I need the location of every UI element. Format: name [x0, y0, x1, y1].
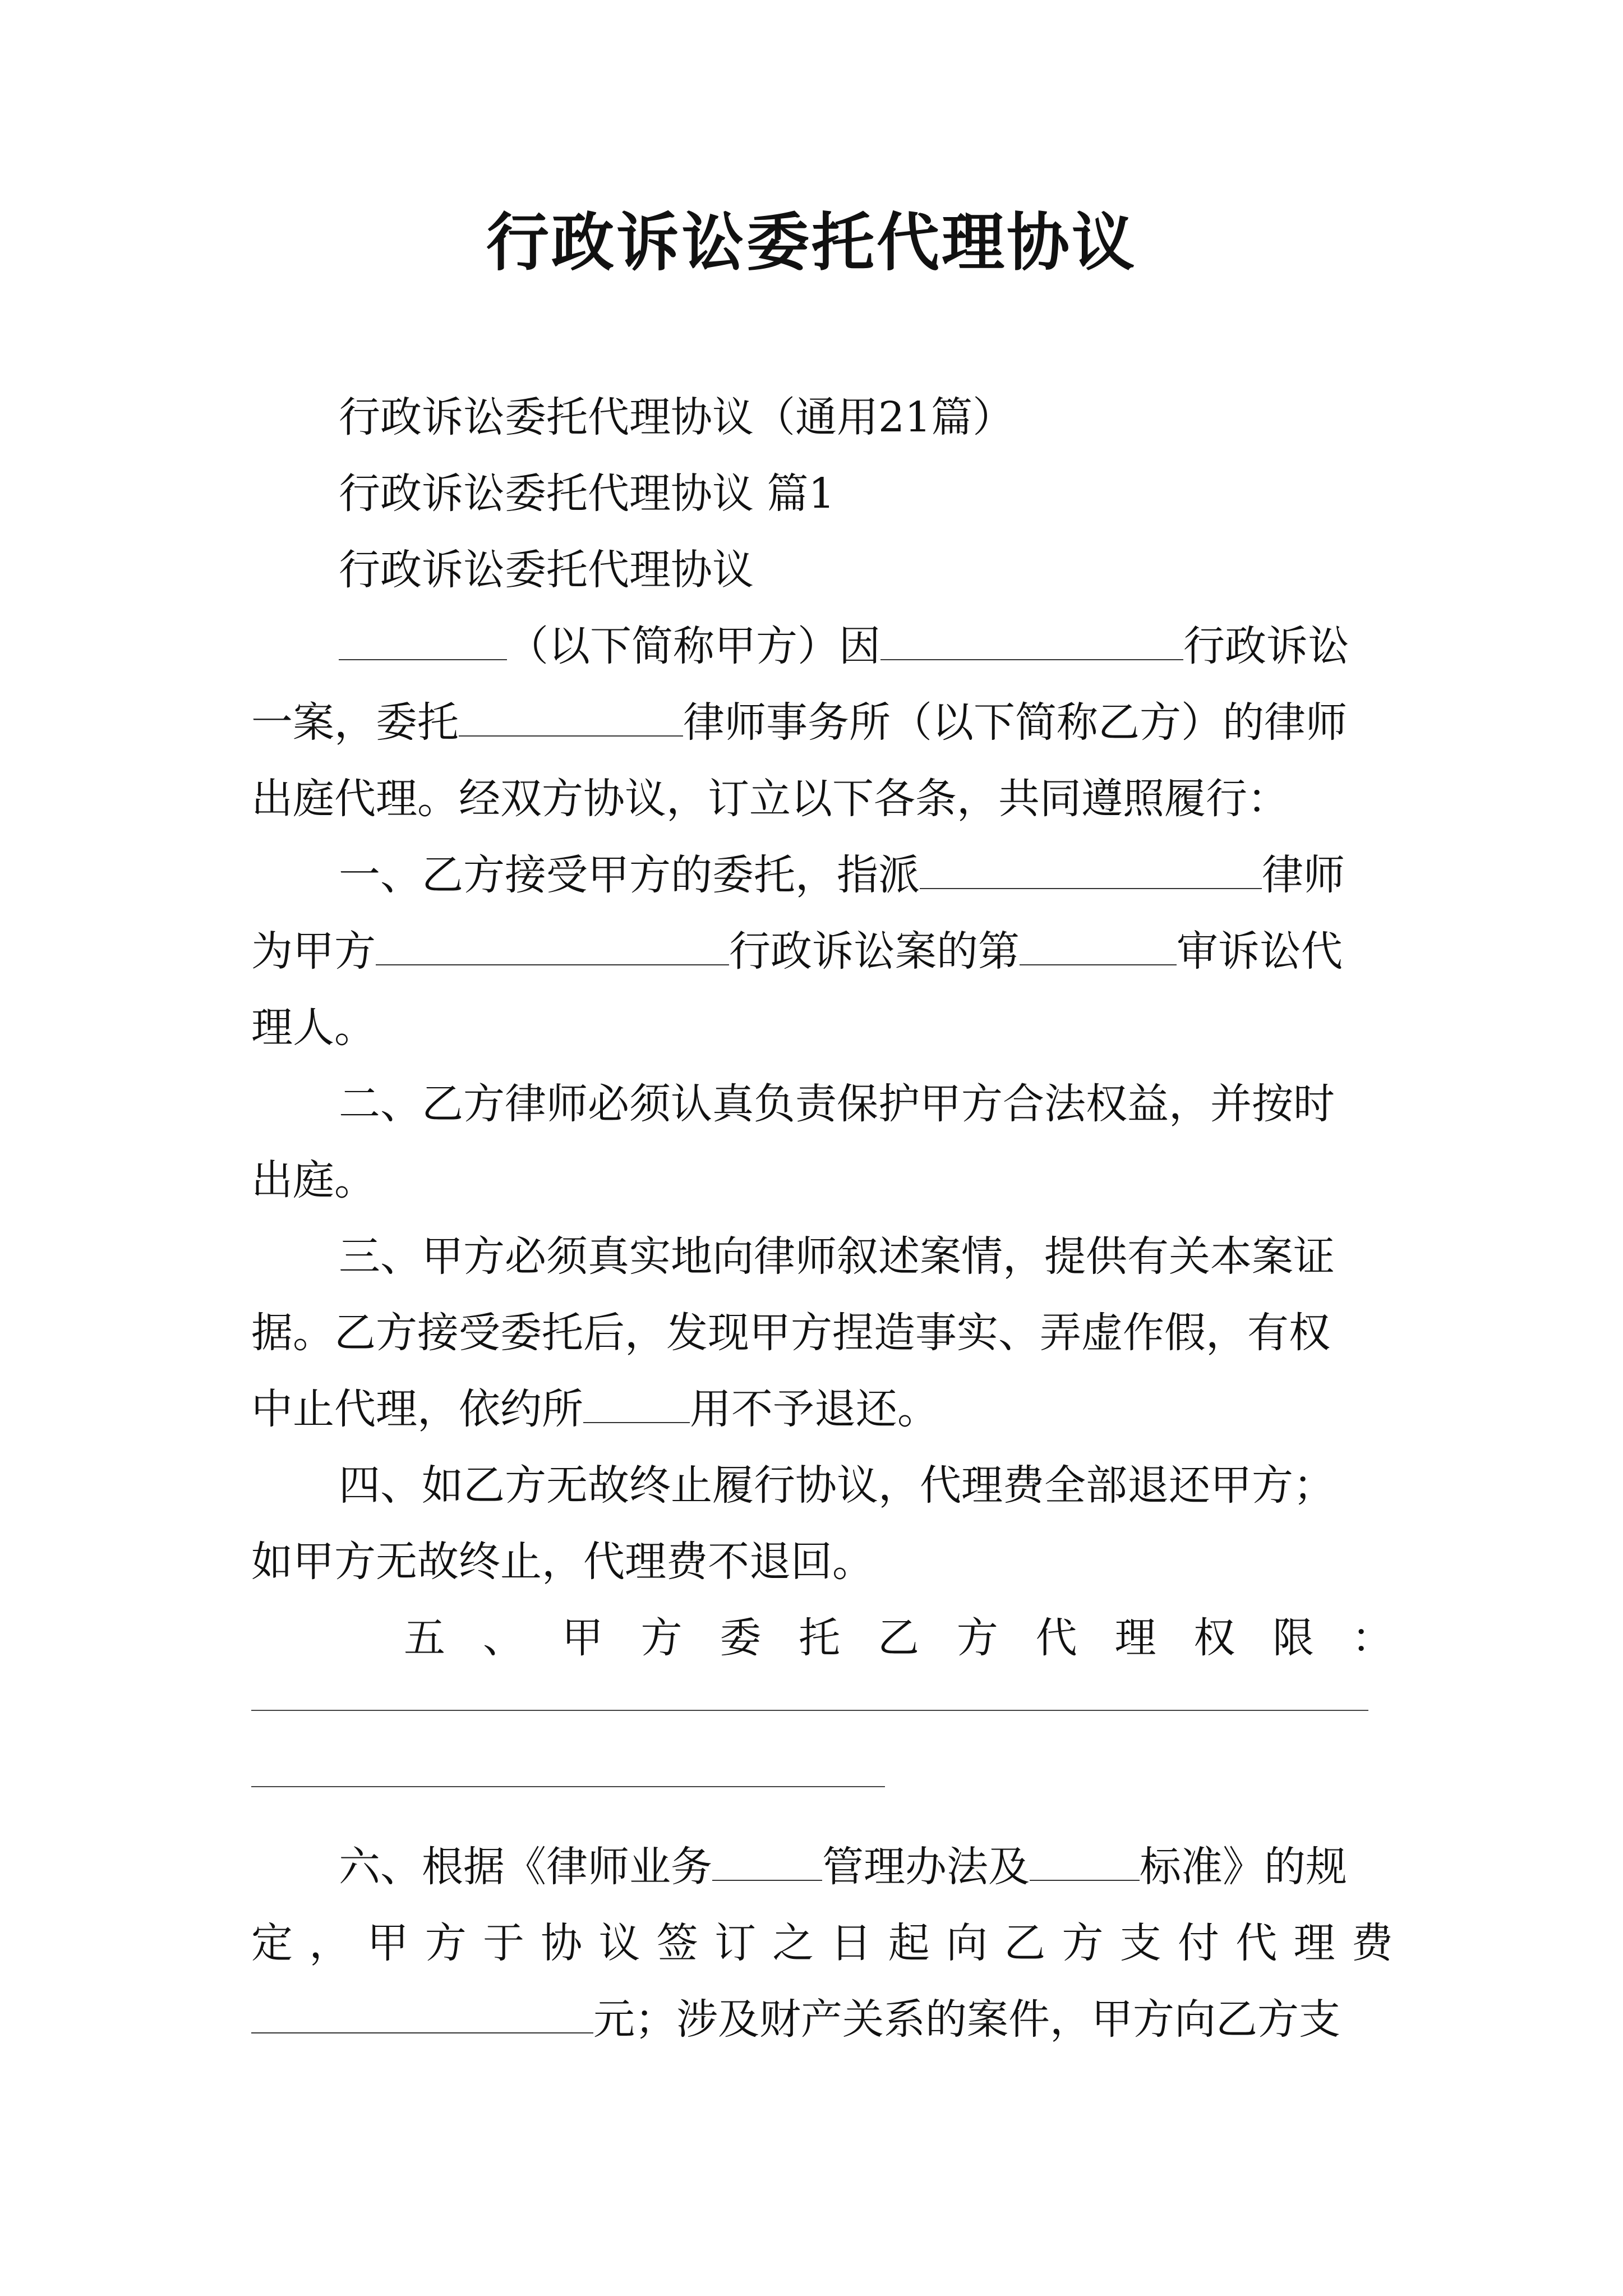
- char: 于: [483, 1919, 524, 1967]
- text-run: （以下简称甲方）因: [507, 622, 880, 670]
- char: 限: [1272, 1614, 1315, 1662]
- text-line: 四、如乙方无故终止履行协议，代理费全部退还甲方；: [339, 1461, 1335, 1510]
- text-line: 三、甲方必须真实地向律师叙述案情，提供有关本案证: [339, 1232, 1335, 1281]
- blank-field: [583, 1387, 690, 1423]
- text-line-justified: [251, 1905, 1393, 1981]
- char: 方: [640, 1614, 683, 1662]
- text-run: 中止代理，依约所: [251, 1385, 583, 1433]
- text-line: 据。乙方接受委托后，发现甲方捏造事实、弄虚作假，有权: [251, 1309, 1330, 1357]
- blank-field: [459, 701, 683, 737]
- text-line: [251, 1371, 1393, 1447]
- text-line: [251, 1981, 1393, 2058]
- char: 方: [956, 1614, 998, 1662]
- char: 权: [1193, 1614, 1235, 1662]
- char: ，: [309, 1919, 351, 1967]
- text-line: [251, 837, 1393, 913]
- text-line: [251, 684, 1393, 761]
- text-line: 出庭代理。经双方协议，订立以下各条，共同遵照履行：: [251, 775, 1289, 823]
- char: 理: [1293, 1919, 1335, 1967]
- char: 方: [1062, 1919, 1104, 1967]
- char: 之: [772, 1919, 814, 1967]
- char: 乙: [877, 1614, 919, 1662]
- char: 订: [714, 1919, 756, 1967]
- text-line-justified: [251, 1600, 1393, 1676]
- char: 甲: [367, 1919, 409, 1967]
- text-run: 用不予退还。: [690, 1385, 939, 1433]
- text-run: 律师事务所（以下简称乙方）的律师: [683, 698, 1347, 747]
- text-run: 六、根据《律师业务: [339, 1843, 712, 1891]
- blank-field: [920, 853, 1262, 889]
- text-line: 理人。: [251, 1004, 376, 1052]
- char: 五: [404, 1614, 445, 1662]
- text-run: 行政诉讼: [1183, 622, 1349, 670]
- document-title: 行政诉讼委托代理协议: [486, 206, 1137, 279]
- text-line: [251, 1829, 1393, 1905]
- char: 乙: [1004, 1919, 1046, 1967]
- char: 日: [830, 1919, 872, 1967]
- char: 议: [598, 1919, 640, 1967]
- document-body: [251, 379, 1393, 2058]
- char: 代: [1035, 1614, 1077, 1662]
- blank-field: [1030, 1845, 1140, 1881]
- char: 费: [1351, 1919, 1393, 1967]
- text-line: 如甲方无故终止，代理费不退回。: [251, 1538, 874, 1586]
- text-run: 元；涉及财产关系的案件，甲方向乙方支: [593, 1995, 1340, 2044]
- char: 签: [656, 1919, 698, 1967]
- text-run: 管理办法及: [822, 1843, 1030, 1891]
- text-run: 标准》的规: [1140, 1843, 1347, 1891]
- underline-rule: [251, 1710, 1368, 1711]
- char: 托: [799, 1614, 841, 1662]
- blank-line: [251, 1752, 1393, 1829]
- text-line: 出庭。: [251, 1156, 376, 1204]
- blank-field: [251, 1998, 593, 2033]
- blank-field: [339, 624, 507, 660]
- text-run: 为甲方: [251, 927, 376, 976]
- char: 委: [720, 1614, 762, 1662]
- text-run: 审诉讼代: [1177, 927, 1343, 976]
- blank-field: [880, 624, 1183, 660]
- char: 起: [888, 1919, 930, 1967]
- text-run: 律师: [1262, 851, 1345, 899]
- char: 定: [251, 1919, 293, 1967]
- blank-field: [376, 930, 729, 965]
- char: 代: [1235, 1919, 1278, 1967]
- blank-line: [251, 1676, 1393, 1752]
- text-line: [251, 608, 1393, 684]
- char: 甲: [561, 1614, 603, 1662]
- char: 付: [1178, 1919, 1219, 1967]
- text-line: 行政诉讼委托代理协议: [339, 546, 754, 594]
- char: 支: [1119, 1919, 1161, 1967]
- char: 理: [1114, 1614, 1156, 1662]
- text-run: 一案，委托: [251, 698, 459, 747]
- blank-field: [712, 1845, 822, 1881]
- text-line: [251, 913, 1393, 990]
- text-run: 行政诉讼案的第: [729, 927, 1020, 976]
- text-line: 行政诉讼委托代理协议 篇1: [339, 470, 835, 518]
- char: 向: [946, 1919, 988, 1967]
- text-line: 行政诉讼委托代理协议（通用21篇）: [339, 393, 1015, 441]
- text-run: 一、乙方接受甲方的委托，指派: [339, 851, 920, 899]
- blank-field: [1020, 930, 1177, 965]
- char: 协: [541, 1919, 583, 1967]
- char: ：: [1351, 1614, 1393, 1662]
- char: 、: [482, 1614, 524, 1662]
- underline-rule: [251, 1786, 885, 1787]
- text-line: 二、乙方律师必须认真负责保护甲方合法权益，并按时: [339, 1080, 1335, 1128]
- char: 方: [425, 1919, 467, 1967]
